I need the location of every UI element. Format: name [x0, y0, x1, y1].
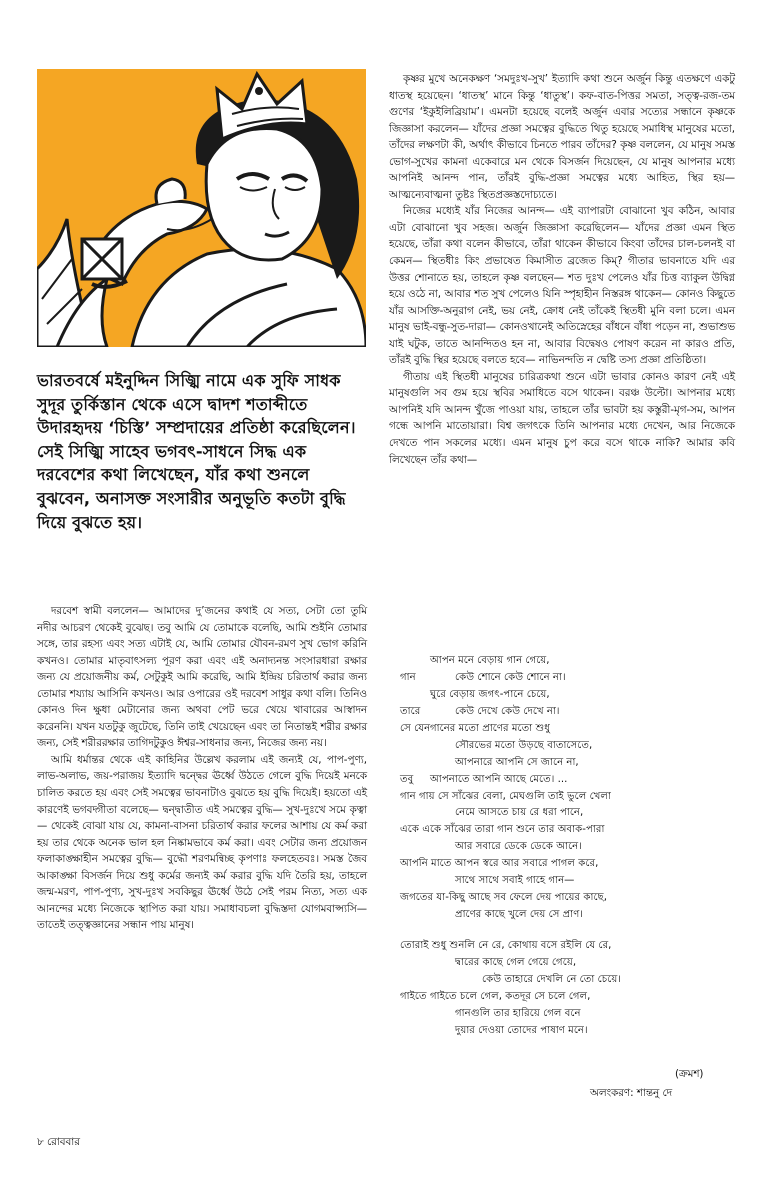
- poem-line-text: আপনাতে আপনি আছে মেতে। ...: [430, 773, 568, 785]
- poem: [400, 653, 740, 1040]
- poem-line: [400, 772, 740, 789]
- paragraph: আমি ধর্মান্তর থেকে এই কাহিনির উল্লেখ করলাম এই জন্যই যে, পাপ-পুণ্য, লাভ-অলাভ, জয়-পরাজয় ইত্যাদি দ্বন্দ্বের ঊর্ধ্বে উঠতে গেলে বুদ্ধি দিয়েই মনকে চালিত করতে হয় এবং সেই সমত্বের ভাবনাটাও বুঝতে হয় বুদ্ধি দিয়েই। হয়তো এই কারণেই ভগবদ্গীতা বলেছে— দ্বন্দ্বাতীত এই সমত্বের বুদ্ধি— সুখ-দুঃখে সমে কৃত্বা— থেকেই বোঝা যায় যে, কামনা-বাসনা চরিতার্থ করার ফলের আশায় যে কর্ম করা হয় তার থেকে অনেক ভাল হল নিষ্কামভাবে কর্ম করা। এবং সেটার জন্য প্রয়োজন ফলাকাঙ্ক্ষাহীন সমত্বের বুদ্ধি— বুদ্ধৌ শরণমন্বিচ্ছ কৃপণাঃ ফলহেতবঃ। সমস্ত জৈব আকাঙ্ক্ষা বিসর্জন দিয়ে শুধু কর্মের জন্যই কর্ম করার বুদ্ধি যদি তৈরি হয়, তাহলে জন্ম-মরণ, পাপ-পুণ্য, সুখ-দুঃখ সবকিছুর ঊর্ধ্বে উঠে সেই পরম নিত্য, সত্য এক আনন্দের মধ্যে নিজেকে স্থাপিত করা যায়। সমাধাবচলা বুদ্ধিস্তদা যোগমবাপ্স্যসি— তাতেই তত্ত্বজ্ঞানের সন্ধান পায় মানুষ।: [37, 753, 367, 932]
- poem-line: [400, 972, 740, 989]
- poem-line-text: প্রাণের কাছে খুলে দেয় সে প্রাণ।: [455, 909, 584, 921]
- poem-line-text: দ্বারের কাছে গেল গেয়ে গেয়ে,: [455, 956, 577, 968]
- poem-line: [400, 721, 740, 738]
- poem-line-text: কেউ দেখে কেউ দেখে না।: [455, 705, 560, 717]
- poem-line: [400, 989, 740, 1006]
- poem-line: [400, 789, 740, 806]
- poem-line-text: গান গায় সে সাঁঝের বেলা, মেঘগুলি তাই ভুলে খেলা: [400, 790, 611, 802]
- mother-figure-illustration: [37, 69, 366, 347]
- poem-line-text: গাইতে চলে গেল, কতদূর সে চলে গেল,: [430, 990, 591, 1002]
- poem-line: [400, 955, 740, 972]
- page-footer: ৮ রোববার: [37, 1136, 80, 1148]
- right-column: [389, 71, 735, 468]
- poem-line-label: তারে: [400, 705, 421, 717]
- poem-line-text: একে একে সাঁঝের তারা গান শুনে তার অবাক-পারা: [400, 824, 605, 836]
- poem-line: [400, 805, 740, 822]
- poem-line-text: জগতের যা-কিছু আছে সব ফেলে দেয় পায়ের কাছে,: [400, 892, 607, 904]
- poem-line-label: সে যেন: [400, 722, 431, 734]
- poem-line: [400, 1023, 740, 1040]
- poem-line: [400, 653, 740, 670]
- poem-line-text: আপনারে আপনি সে জানে না,: [455, 756, 579, 768]
- poem-line-text: সৌরভের মতো উড়ছে বাতাসেতে,: [455, 739, 593, 751]
- poem-line-text: কেউ তাহারে দেখলি নে তো চেয়ে।: [482, 973, 621, 985]
- poem-line: [400, 907, 740, 924]
- poem-line: [400, 856, 740, 873]
- poem-line-label: গান: [400, 671, 416, 683]
- poem-line: [400, 822, 740, 839]
- paragraph: নিজের মধ্যেই যাঁর নিজের আনন্দ— এই ব্যাপারটা বোঝানো খুব কঠিন, আবার এটা বোঝানো খুব সহজ। অর্জুন জিজ্ঞাসা করেছিলেন— যাঁদের প্রজ্ঞা এমন স্থিত হয়েছে, তাঁরা কথা বলেন কীভাবে, তাঁরা থাকেন কীভাবে কিংবা তাঁদের চাল-চলনই বা কেমন— স্থিতধীঃ কিং প্রভাষেত কিমাসীত ব্রজেত কিম্? গীতার ভাবনাতে যদি এর উত্তর শোনাতে হয়, তাহলে কৃষ্ণ বলছেন— শত দুঃখ পেলেও যাঁর চিত্ত ব্যাকুল উদ্বিগ্ন হয়ে ওঠে না, আবার শত সুখ পেলেও যিনি স্পৃহাহীন নিস্তরঙ্গ থাকেন— কোনও কিছুতে যাঁর আসক্তি-অনুরাগ নেই, ভয় নেই, ক্রোধ নেই তাঁকেই স্থিতধী মুনি বলা চলে। এমন মানুষ ভাই-বন্ধু-সুত-দারা— কোনওখানেই অতিস্নেহের বাঁধনে বাঁধা পড়েন না, শুভাশুভ যাই ঘটুক, তাতে আনন্দিতও হন না, আবার বিদ্বেষও পোষণ করেন না কারও প্রতি, তাঁরই বুদ্ধি স্থির হয়েছে বলতে হবে— নাভিনন্দতি ন দ্বেষ্টি তস্য প্রজ্ঞা প্রতিষ্ঠিতা।: [389, 205, 735, 367]
- paragraph: গীতায় এই স্থিতধী মানুষের চারিত্রকথা শুনে এটা ভাবার কোনও কারণ নেই এই মানুষগুলি সব গুম হয়ে স্থবির সমাধিতে বসে থাকেন। বরঞ্চ উল্টো। আপনার মধ্যে আপনিই যদি আনন্দ খুঁজে পাওয়া যায়, তাহলে তাঁর ভাবটা হয় কস্তুরী-মৃগ-সম, আপন গন্ধে আপনি মাতোয়ারা। বিশ্ব জগৎকে তিনি আপনার মধ্যে দেখেন, আর নিজেকে দেখতে পান সকলের মধ্যে। এমন মানুষ চুপ করে বসে থাকে নাকি? আমার কবি লিখেছেন তাঁর কথা—: [389, 370, 735, 466]
- poem-line-text: আর সবারে ডেকে ডেকে আনে।: [455, 841, 582, 853]
- continued-label: (ক্রমশ): [675, 1068, 704, 1080]
- poem-line-text: ঘুরে বেড়ায় জগৎ-পানে চেয়ে,: [430, 688, 550, 700]
- poem-line: [400, 839, 740, 856]
- poem-line-text: কেউ শোনে কেউ শোনে না।: [455, 671, 566, 683]
- left-column: [37, 603, 367, 934]
- poem-line: [400, 1006, 740, 1023]
- poem-line: [400, 873, 740, 890]
- poem-line: [400, 704, 740, 721]
- poem-line: [400, 687, 740, 704]
- poem-line-text: আপন মনে বেড়ায় গান গেয়ে,: [430, 655, 550, 666]
- paragraph: দরবেশ স্বামী বললেন— আমাদের দু’জনের কথাই যে সত্য, সেটা তো তুমি নদীর আচরণ থেকেই বুঝেছ। তবু আমি যে তোমাকে বলেছি, আমি শুইনি তোমার সঙ্গে, তার রহস্য এবং সত্য এটাই যে, আমি তোমার যৌবন-রমণ সুখ ভোগ করিনি কখনও। তোমার মাতৃবাৎসল্য পূরণ করা এবং এই অনাদ্যনন্ত সংসারধারা রক্ষার জন্য যে প্রয়োজনীয় কর্ম, সেটুকুই আমি করেছি, আমি ইন্দ্রিয় চরিতার্থ করার জন্য তোমার শয্যায় আসিনি কখনও। আর ওপারের ওই দরবেশ সাধুর কথা বলি। তিনিও কোনও দিন ক্ষুধা মেটানোর জন্য অথবা পেট ভরে খেয়ে খাবারের আস্বাদন করেননি। যখন যতটুকু জুটেছে, তিনি তাই খেয়েছেন এবং তা নিতান্তই শরীর রক্ষার জন্য, সেই শরীররক্ষার তাগিদটুকুও ঈশ্বর-সাধনার জন্য, নিজের জন্য নয়।: [37, 605, 367, 750]
- poem-line-text: তোরাই শুধু শুনলি নে রে, কোথায় বসে রইলি যে রে,: [400, 940, 612, 951]
- poem-line-label: তবু: [400, 773, 414, 785]
- poem-line-text: সাথে সাথে সবাই গাহে গান—: [455, 875, 575, 887]
- poem-line-text: গানের মতো প্রাণের মতো শুধু: [430, 722, 550, 734]
- poem-line-label: গাইতে: [400, 990, 427, 1002]
- poem-line: [400, 738, 740, 755]
- pull-quote: ভারতবর্ষে মইনুদ্দিন সিজ্ঝি নামে এক সুফি সাধক সুদূর তুর্কিস্তান থেকে এসে দ্বাদশ শতাব্দীতে উদারহৃদয় ‘চিস্তি’ সম্প্রদায়ের প্রতিষ্ঠা করেছিলেন। সেই সিজ্ঝি সাহেব ভগবৎ-সাধনে সিদ্ধ এক দরবেশের কথা লিখেছেন, যাঁর কথা শুনলে বুঝবেন, অনাসক্ত সংসারীর অনুভূতি কতটা বুদ্ধি দিয়ে বুঝতে হয়।: [37, 371, 356, 532]
- illustration-credit: অলংকরণ: শান্তনু দে: [590, 1087, 673, 1099]
- poem-line-text: গানগুলি তার হারিয়ে গেল বনে: [455, 1007, 581, 1019]
- poem-line: [400, 670, 740, 687]
- poem-line: [400, 938, 740, 955]
- poem-line-text: দুয়ার দেওয়া তোদের পাষাণ মনে।: [455, 1024, 588, 1036]
- paragraph: কৃষ্ণর মুখে অনেকক্ষণ ‘সমদুঃখ-সুখ’ ইত্যাদি কথা শুনে অর্জুন কিন্তু এতক্ষণে একটু ধাতস্থ হয়েছেন। ‘ধাতস্থ’ মানে কিন্তু ‘ধাতুস্থ’। কফ-বাত-পিত্তর সমতা, সত্ত্ব-রজ-তম গুণের ‘ইকুইলিব্রিয়াম’। এমনটা হয়েছে বলেই অর্জুন এবার সত্যের সন্ধানে কৃষ্ণকে জিজ্ঞাসা করলেন— যাঁদের প্রজ্ঞা সমত্বের বুদ্ধিতে থিতু হয়েছে সমাধিস্থ মানুষের মতো, তাঁদের লক্ষণটা কী, অর্থাৎ কীভাবে চিনতে পারব তাঁদের? কৃষ্ণ বললেন, যে মানুষ সমস্ত ভোগ-সুখের কামনা একেবারে মন থেকে বিসর্জন দিয়েছেন, যে মানুষ আপনার মধ্যে আপনিই আনন্দ পান, তাঁরই বুদ্ধি-প্রজ্ঞা সমত্বের মধ্যে আহিত, স্থির হয়— আত্মন্যেবাত্মনা তুষ্টঃ স্থিতপ্রজ্ঞস্তদোচ্যতে।: [389, 73, 735, 201]
- poem-line-text: আপনি মাতে আপন স্বরে আর সবারে পাগল করে,: [400, 858, 599, 870]
- poem-line: [400, 890, 740, 907]
- poem-line-text: নেমে আসতে চায় রে ধরা পানে,: [455, 807, 584, 819]
- poem-line: [400, 755, 740, 772]
